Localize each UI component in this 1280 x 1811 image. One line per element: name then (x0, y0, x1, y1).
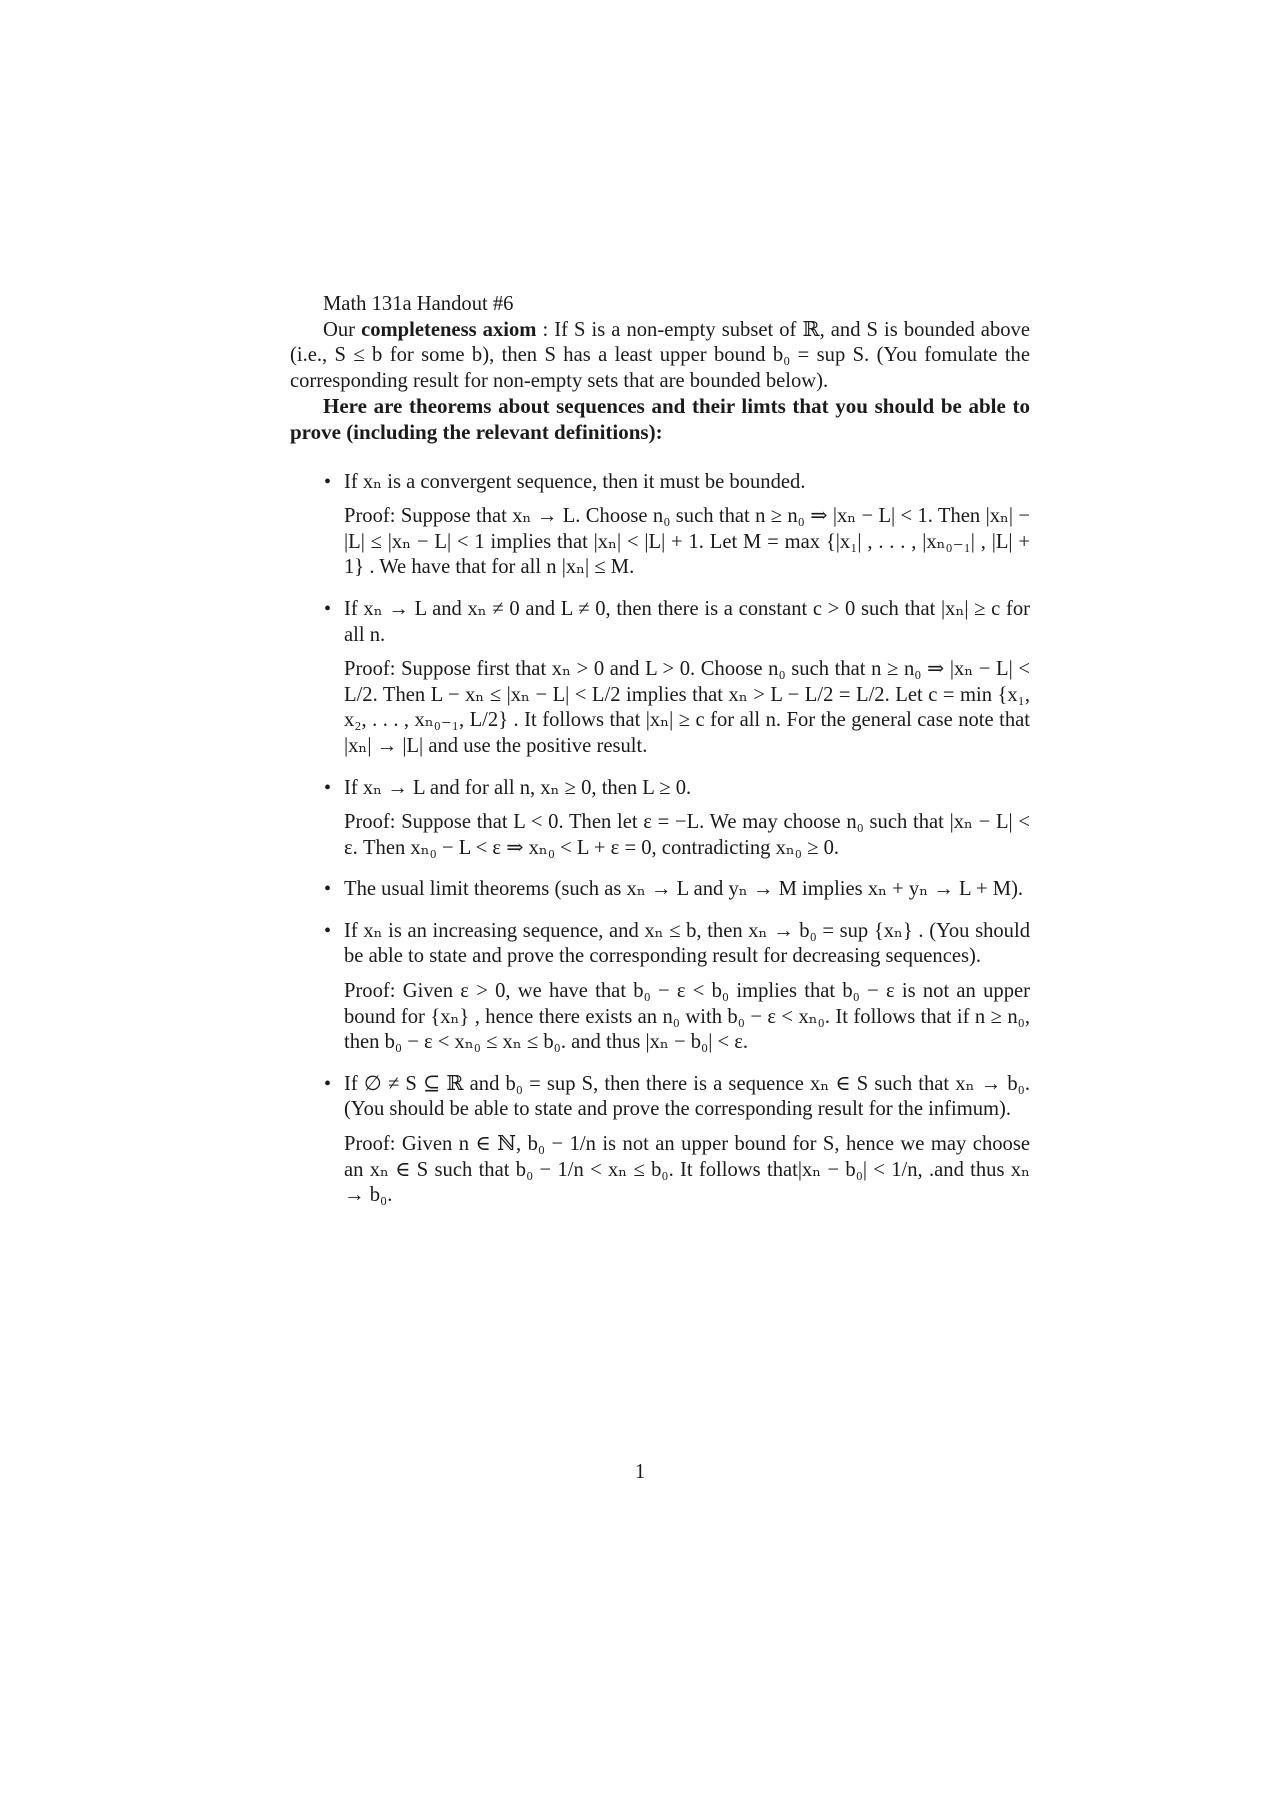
theorem-proof: Proof: Given n ∈ ℕ, b₀ − 1/n is not an upper bound for S, hence we may choose an xₙ ∈ S such that b₀ − 1/n < xₙ ≤ b₀. It follows that|xₙ − b₀| < 1/n, .and thus xₙ → b₀. (344, 1133, 1030, 1207)
theorem-statement: The usual limit theorems (such as xₙ → L and yₙ → M implies xₙ + yₙ → L + M). (344, 878, 1024, 901)
intro-rest: : If S is a non-empty subset of ℝ, and S is bounded above (i.e., S ≤ b for some b), then S has a least upper bound b₀ = sup S. (You fomulate the corresponding result for non-empty sets that are bounded below). (290, 318, 1030, 392)
bullet-icon: • (324, 470, 332, 493)
completeness-axiom-paragraph (290, 318, 1030, 395)
theorem-item (290, 919, 1030, 1056)
bullet-icon: • (324, 776, 332, 799)
theorem-item (290, 877, 1030, 903)
theorem-statement: If xₙ → L and xₙ ≠ 0 and L ≠ 0, then there is a constant c > 0 such that |xₙ| ≥ c for all n. (344, 597, 1030, 646)
theorem-proof: Proof: Suppose first that xₙ > 0 and L > 0. Choose n₀ such that n ≥ n₀ ⇒ |xₙ − L| < L/2. Then L − xₙ ≤ |xₙ − L| < L/2 implies that xₙ > L − L/2 = L/2. Let c = min {x₁, x₂, . . . , xₙ₀₋₁, L/2} . It follows that |xₙ| ≥ c for all n. For the general case note that |xₙ| → |L| and use the positive result. (344, 658, 1030, 757)
theorem-item (290, 776, 1030, 862)
document-body (290, 292, 1030, 1225)
page-number: 1 (634, 1461, 646, 1483)
theorem-proof: Proof: Suppose that L < 0. Then let ε = −L. We may choose n₀ such that |xₙ − L| < ε. Then xₙ₀ − L < ε ⇒ xₙ₀ < L + ε = 0, contradicting xₙ₀ ≥ 0. (344, 811, 1030, 859)
theorem-proof: Proof: Suppose that xₙ → L. Choose n₀ such that n ≥ n₀ ⇒ |xₙ − L| < 1. Then |xₙ| − |L| ≤ |xₙ − L| < 1 implies that |xₙ| < |L| + 1. Let M = max {|x₁| , . . . , |xₙ₀₋₁| , |L| + 1} . We have that for all n |xₙ| ≤ M. (344, 505, 1030, 579)
theorem-statement: If xₙ is an increasing sequence, and xₙ ≤ b, then xₙ → b₀ = sup {xₙ} . (You should be able to state and prove the corresponding result for decreasing sequences). (344, 919, 1030, 968)
theorem-item (290, 597, 1030, 760)
theorem-statement: If ∅ ≠ S ⊆ ℝ and b₀ = sup S, then there is a sequence xₙ ∈ S such that xₙ → b₀. (You should be able to state and prove the corresponding result for the infimum). (344, 1072, 1030, 1121)
intro-lead: Our (323, 318, 362, 341)
theorem-item (290, 1072, 1030, 1209)
intro-term: completeness axiom (361, 318, 537, 341)
bullet-icon: • (324, 919, 332, 942)
theorem-list (290, 470, 1030, 1209)
theorem-item (290, 470, 1030, 581)
bullet-icon: • (324, 597, 332, 620)
bullet-icon: • (324, 1072, 332, 1095)
theorem-proof: Proof: Given ε > 0, we have that b₀ − ε < b₀ implies that b₀ − ε is not an upper bound for {xₙ} , hence there exists an n₀ with b₀ − ε < xₙ₀. It follows that if n ≥ n₀, then b₀ − ε < xₙ₀ ≤ xₙ ≤ b₀. and thus |xₙ − b₀| < ε. (344, 980, 1030, 1054)
bullet-icon: • (324, 878, 332, 901)
theorem-statement: If xₙ is a convergent sequence, then it must be bounded. (344, 470, 806, 493)
theorem-statement: If xₙ → L and for all n, xₙ ≥ 0, then L ≥ 0. (344, 776, 692, 799)
theorems-heading: Here are theorems about sequences and their limts that you should be able to prove (including the relevant definitions): (290, 394, 1030, 444)
handout-title: Math 131a Handout #6 (323, 293, 514, 315)
